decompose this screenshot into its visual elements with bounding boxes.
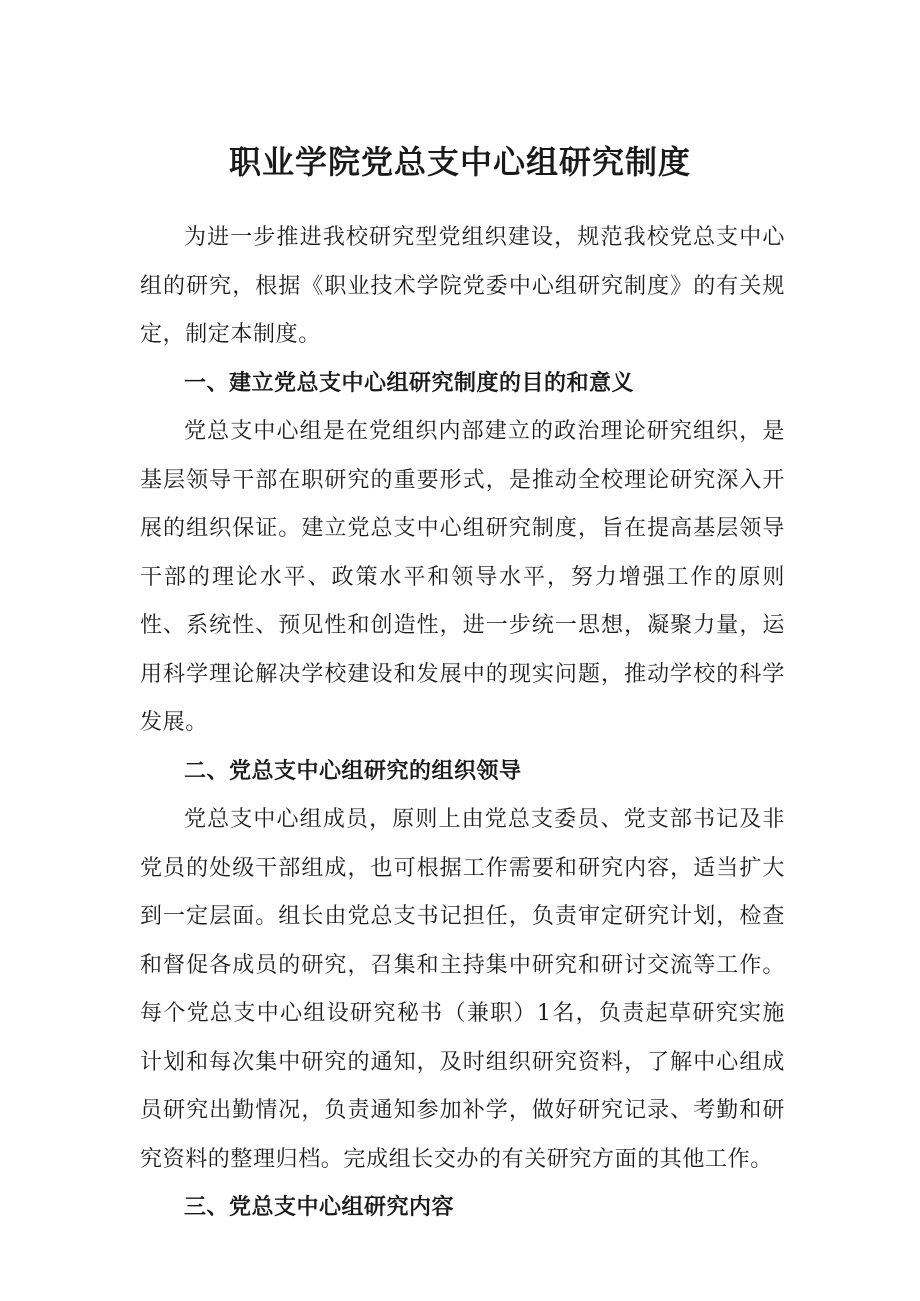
intro-paragraph: 为进一步推进我校研究型党组织建设，规范我校党总支中心组的研究，根据《职业技术学院党委中心组研究制度》的有关规定，制定本制度。 [140, 225, 785, 347]
section-2-paragraph: 党总支中心组成员，原则上由党总支委员、党支部书记及非党员的处级干部组成，也可根据工作需要和研究内容，适当扩大到一定层面。组长由党总支书记担任，负责审定研究计划，检查和督促各成员的研究，召集和主持集中研究和研讨交流等工作。每个党总支中心组设研究秘书（兼职）1名，负责起草研究实施计划和每次集中研究的通知，及时组织研究资料，了解中心组成员研究出勤情况，负责通知参加补学，做好研究记录、考勤和研究资料的整理归档。完成组长交办的有关研究方面的其他工作。 [140, 807, 785, 1172]
section-2-heading: 二、党总支中心组研究的组织领导 [184, 758, 522, 784]
section-1-paragraph: 党总支中心组是在党组织内部建立的政治理论研究组织，是基层领导干部在职研究的重要形式，是推动全校理论研究深入开展的组织保证。建立党总支中心组研究制度，旨在提高基层领导干部的理论水平、政策水平和领导水平，努力增强工作的原则性、系统性、预见性和创造性，进一步统一思想，凝聚力量，运用科学理论解决学校建设和发展中的现实问题，推动学校的科学发展。 [140, 419, 785, 735]
section-3-heading: 三、党总支中心组研究内容 [184, 1195, 455, 1220]
section-1-heading: 一、建立党总支中心组研究制度的目的和意义 [184, 370, 635, 396]
document-title: 职业学院党总支中心组研究制度 [228, 143, 691, 181]
document-body [140, 214, 785, 1233]
